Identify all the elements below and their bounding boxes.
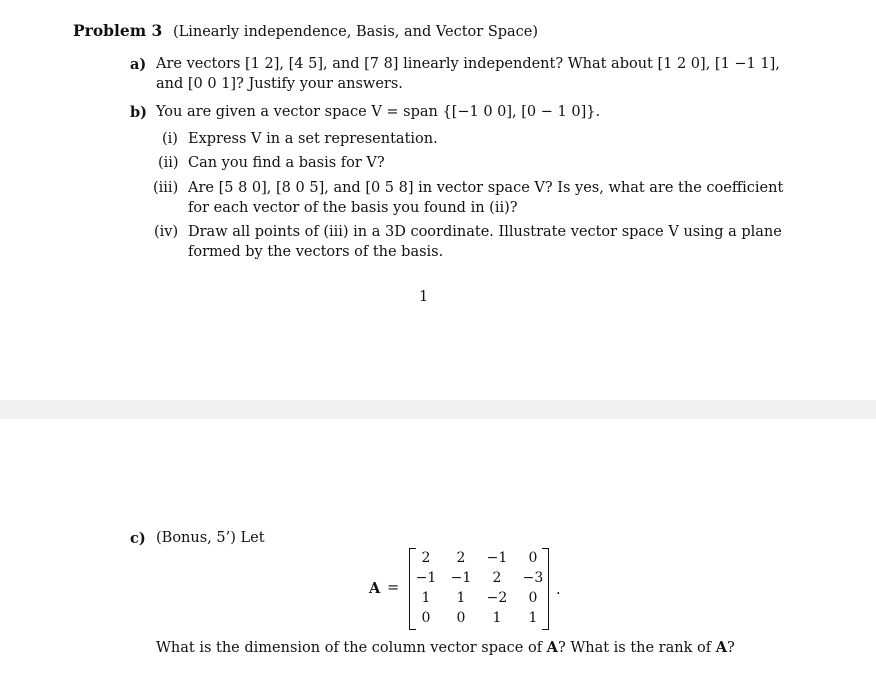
matrix-cell: −1 <box>415 570 437 586</box>
matrix-name: A <box>369 580 381 597</box>
matrix-cell: 0 <box>528 550 538 566</box>
question-text: ? What is the rank of <box>557 640 716 656</box>
matrix-cell: 0 <box>528 590 538 606</box>
matrix-cell: 2 <box>492 570 502 586</box>
matrix-cell: 1 <box>456 590 466 606</box>
problem-title: (Linearly independence, Basis, and Vector Space) <box>172 24 539 40</box>
page-number: 1 <box>419 289 429 305</box>
matrix-cell: −1 <box>486 550 508 566</box>
problem-header <box>73 21 538 40</box>
matrix-period: . <box>556 582 561 598</box>
matrix-cell: 1 <box>421 590 431 606</box>
part-c-question <box>156 639 735 656</box>
sub-item-text: Can you find a basis for V? <box>188 155 385 171</box>
matrix-cell: 1 <box>492 610 502 626</box>
matrix-ref: A <box>546 639 558 656</box>
part-a-label: a) <box>130 56 147 73</box>
page-separator <box>0 400 876 419</box>
matrix-cell: −1 <box>450 570 472 586</box>
matrix-ref: A <box>715 639 727 656</box>
sub-item-number: (iv) <box>154 224 179 240</box>
matrix-cell: −2 <box>486 590 508 606</box>
part-a-line-1: Are vectors [1 2], [4 5], and [7 8] linearly independent? What about [1 2 0], [1 −1 1], <box>156 56 780 72</box>
matrix-a <box>409 548 549 630</box>
part-c-label: c) <box>130 530 146 547</box>
matrix-cell: 0 <box>421 610 431 626</box>
sub-item-number: (iii) <box>153 180 179 196</box>
sub-item-text: for each vector of the basis you found in (ii)? <box>188 200 518 216</box>
matrix-cell: −3 <box>522 570 544 586</box>
sub-item-text: Draw all points of (iii) in a 3D coordinate. Illustrate vector space V using a plane <box>188 224 782 240</box>
part-b-line-1: You are given a vector space V = span {[−1 0 0], [0 − 1 0]}. <box>156 104 601 120</box>
part-a-line-2: and [0 0 1]? Justify your answers. <box>156 76 403 92</box>
equals-sign: = <box>387 580 400 596</box>
matrix-cell: 2 <box>456 550 466 566</box>
matrix-cell: 1 <box>528 610 538 626</box>
question-text: ? <box>726 640 735 656</box>
problem-label: Problem 3 <box>73 21 163 40</box>
part-c-intro: (Bonus, 5’) Let <box>156 530 265 546</box>
part-b-label: b) <box>130 104 147 121</box>
matrix-cell: 2 <box>421 550 431 566</box>
question-text: What is the dimension of the column vector space of <box>156 640 547 656</box>
sub-item-text: Express V in a set representation. <box>188 131 438 147</box>
sub-item-number: (ii) <box>158 155 179 171</box>
sub-item-text: formed by the vectors of the basis. <box>188 244 444 260</box>
matrix-cell: 0 <box>456 610 466 626</box>
sub-item-text: Are [5 8 0], [8 0 5], and [0 5 8] in vector space V? Is yes, what are the coefficient <box>188 180 784 196</box>
sub-item-number: (i) <box>162 131 178 147</box>
